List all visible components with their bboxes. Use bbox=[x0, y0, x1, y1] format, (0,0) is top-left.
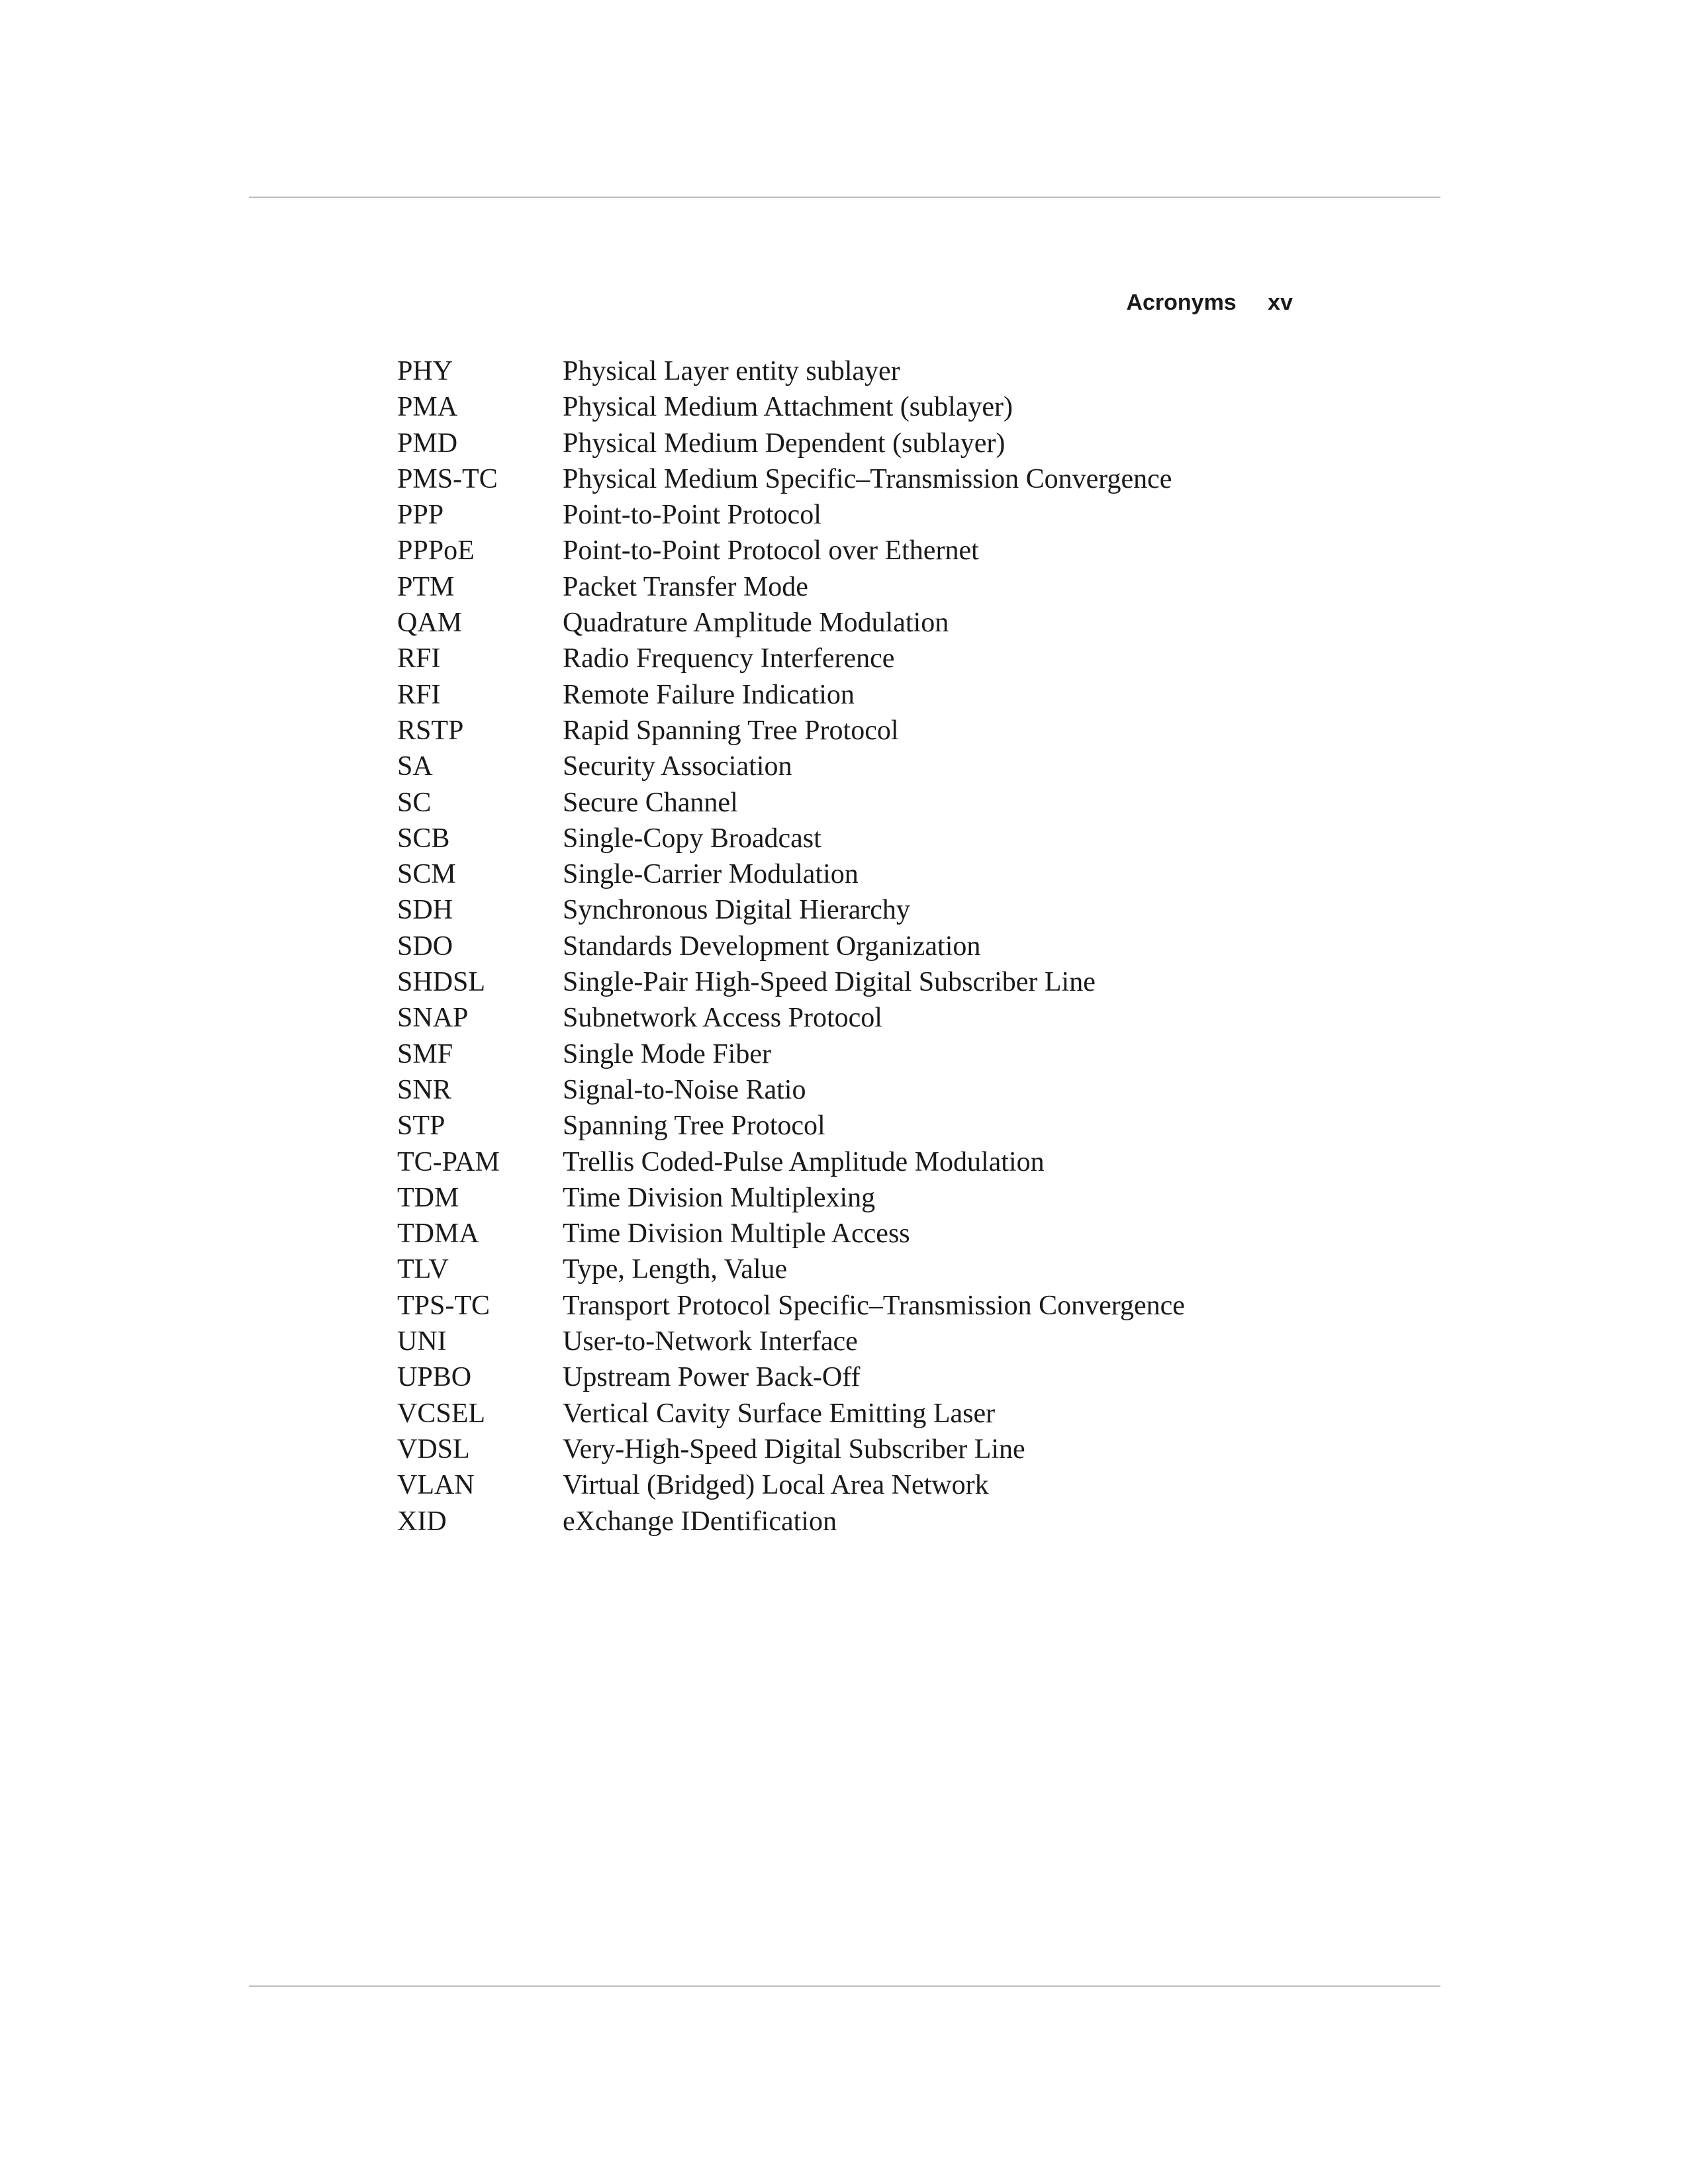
acronym-definition: Security Association bbox=[563, 751, 792, 782]
acronym-definition: Time Division Multiple Access bbox=[563, 1218, 910, 1250]
acronym-definition: User-to-Network Interface bbox=[563, 1326, 858, 1357]
acronym-term: QAM bbox=[397, 608, 463, 639]
acronym-term: SA bbox=[397, 751, 433, 782]
acronym-list bbox=[397, 353, 1390, 1539]
acronym-definition: Secure Channel bbox=[563, 787, 738, 818]
acronym-entry bbox=[397, 892, 1390, 928]
acronym-entry bbox=[397, 1108, 1390, 1144]
acronym-entry bbox=[397, 1467, 1390, 1503]
acronym-definition: Physical Medium Attachment (sublayer) bbox=[563, 392, 1013, 423]
acronym-definition: Quadrature Amplitude Modulation bbox=[563, 608, 949, 639]
acronym-term: SDH bbox=[397, 895, 453, 926]
acronym-definition: Remote Failure Indication bbox=[563, 679, 855, 710]
acronym-definition: Signal-to-Noise Ratio bbox=[563, 1074, 806, 1105]
acronym-term: VDSL bbox=[397, 1433, 470, 1465]
acronym-entry bbox=[397, 677, 1390, 713]
acronym-term: PPPoE bbox=[397, 535, 475, 567]
acronym-definition: Very-High-Speed Digital Subscriber Line bbox=[563, 1433, 1025, 1465]
acronym-term: TC-PAM bbox=[397, 1146, 500, 1177]
acronym-entry bbox=[397, 1144, 1390, 1180]
acronym-entry bbox=[397, 353, 1390, 389]
acronym-definition: Physical Medium Specific–Transmission Convergence bbox=[563, 463, 1172, 494]
acronym-term: SC bbox=[397, 787, 432, 818]
acronym-entry bbox=[397, 964, 1390, 1000]
acronym-definition: Point-to-Point Protocol over Ethernet bbox=[563, 535, 979, 567]
acronym-definition: Standards Development Organization bbox=[563, 931, 981, 962]
acronym-definition: eXchange IDentification bbox=[563, 1506, 837, 1537]
acronym-entry bbox=[397, 641, 1390, 676]
acronym-entry bbox=[397, 929, 1390, 964]
acronym-definition: Radio Frequency Interference bbox=[563, 643, 895, 674]
acronym-entry bbox=[397, 785, 1390, 821]
acronym-term: RFI bbox=[397, 679, 441, 710]
acronym-definition: Physical Layer entity sublayer bbox=[563, 356, 900, 387]
acronym-entry bbox=[397, 1504, 1390, 1539]
acronym-term: SMF bbox=[397, 1038, 453, 1069]
acronym-entry bbox=[397, 533, 1390, 569]
section-title: Acronyms bbox=[1126, 290, 1237, 315]
acronym-definition: Single Mode Fiber bbox=[563, 1038, 771, 1069]
acronym-entry bbox=[397, 569, 1390, 605]
acronym-entry bbox=[397, 1359, 1390, 1395]
acronym-entry bbox=[397, 1072, 1390, 1108]
acronym-definition: Rapid Spanning Tree Protocol bbox=[563, 715, 899, 746]
acronym-definition: Transport Protocol Specific–Transmission Convergence bbox=[563, 1290, 1185, 1321]
acronym-term: SCM bbox=[397, 859, 456, 890]
acronym-entry bbox=[397, 1432, 1390, 1467]
acronym-entry bbox=[397, 1396, 1390, 1432]
acronym-entry bbox=[397, 749, 1390, 784]
acronym-definition: Subnetwork Access Protocol bbox=[563, 1003, 882, 1034]
acronym-term: VLAN bbox=[397, 1470, 475, 1501]
acronym-entry bbox=[397, 821, 1390, 856]
acronym-entry bbox=[397, 1216, 1390, 1251]
acronym-definition: Time Division Multiplexing bbox=[563, 1182, 876, 1213]
page-number: xv bbox=[1268, 290, 1293, 315]
acronym-term: SCB bbox=[397, 823, 450, 854]
acronym-term: SNAP bbox=[397, 1003, 469, 1034]
top-rule bbox=[249, 197, 1440, 198]
acronym-term: TDMA bbox=[397, 1218, 479, 1250]
acronym-definition: Virtual (Bridged) Local Area Network bbox=[563, 1470, 989, 1501]
acronym-entry bbox=[397, 1000, 1390, 1036]
acronym-entry bbox=[397, 1036, 1390, 1072]
acronym-entry bbox=[397, 1288, 1390, 1324]
acronym-entry bbox=[397, 389, 1390, 425]
acronym-entry bbox=[397, 713, 1390, 749]
acronym-term: RFI bbox=[397, 643, 441, 674]
acronym-term: PMS-TC bbox=[397, 463, 498, 494]
acronym-term: SNR bbox=[397, 1074, 451, 1105]
acronym-entry bbox=[397, 1324, 1390, 1359]
acronym-definition: Type, Length, Value bbox=[563, 1254, 788, 1285]
acronym-entry bbox=[397, 497, 1390, 533]
acronym-term: TPS-TC bbox=[397, 1290, 491, 1321]
acronym-term: RSTP bbox=[397, 715, 464, 746]
acronym-term: STP bbox=[397, 1111, 445, 1142]
acronym-term: UPBO bbox=[397, 1362, 472, 1393]
acronym-entry bbox=[397, 426, 1390, 461]
bottom-rule bbox=[249, 1985, 1440, 1987]
acronym-entry bbox=[397, 856, 1390, 892]
acronym-term: PTM bbox=[397, 571, 455, 602]
acronym-definition: Packet Transfer Mode bbox=[563, 571, 808, 602]
acronym-entry bbox=[397, 1251, 1390, 1287]
acronym-term: SHDSL bbox=[397, 967, 486, 998]
acronym-definition: Upstream Power Back-Off bbox=[563, 1362, 861, 1393]
acronym-definition: Single-Copy Broadcast bbox=[563, 823, 821, 854]
acronym-definition: Point-to-Point Protocol bbox=[563, 500, 821, 531]
acronym-entry bbox=[397, 461, 1390, 497]
running-head bbox=[1126, 290, 1293, 316]
acronym-term: PPP bbox=[397, 500, 444, 531]
acronym-term: VCSEL bbox=[397, 1398, 486, 1429]
acronym-definition: Vertical Cavity Surface Emitting Laser bbox=[563, 1398, 996, 1429]
acronym-definition: Spanning Tree Protocol bbox=[563, 1111, 825, 1142]
acronym-entry bbox=[397, 1180, 1390, 1216]
acronym-term: SDO bbox=[397, 931, 453, 962]
acronym-term: UNI bbox=[397, 1326, 447, 1357]
acronym-definition: Trellis Coded-Pulse Amplitude Modulation bbox=[563, 1146, 1045, 1177]
acronym-term: XID bbox=[397, 1506, 447, 1537]
acronym-term: PMD bbox=[397, 428, 458, 459]
acronym-term: PMA bbox=[397, 392, 458, 423]
acronym-term: TLV bbox=[397, 1254, 449, 1285]
acronym-definition: Single-Carrier Modulation bbox=[563, 859, 859, 890]
acronym-definition: Physical Medium Dependent (sublayer) bbox=[563, 428, 1006, 459]
acronym-entry bbox=[397, 605, 1390, 641]
acronym-definition: Synchronous Digital Hierarchy bbox=[563, 895, 910, 926]
acronym-definition: Single-Pair High-Speed Digital Subscriber Line bbox=[563, 967, 1096, 998]
acronym-term: PHY bbox=[397, 356, 453, 387]
acronym-term: TDM bbox=[397, 1182, 459, 1213]
